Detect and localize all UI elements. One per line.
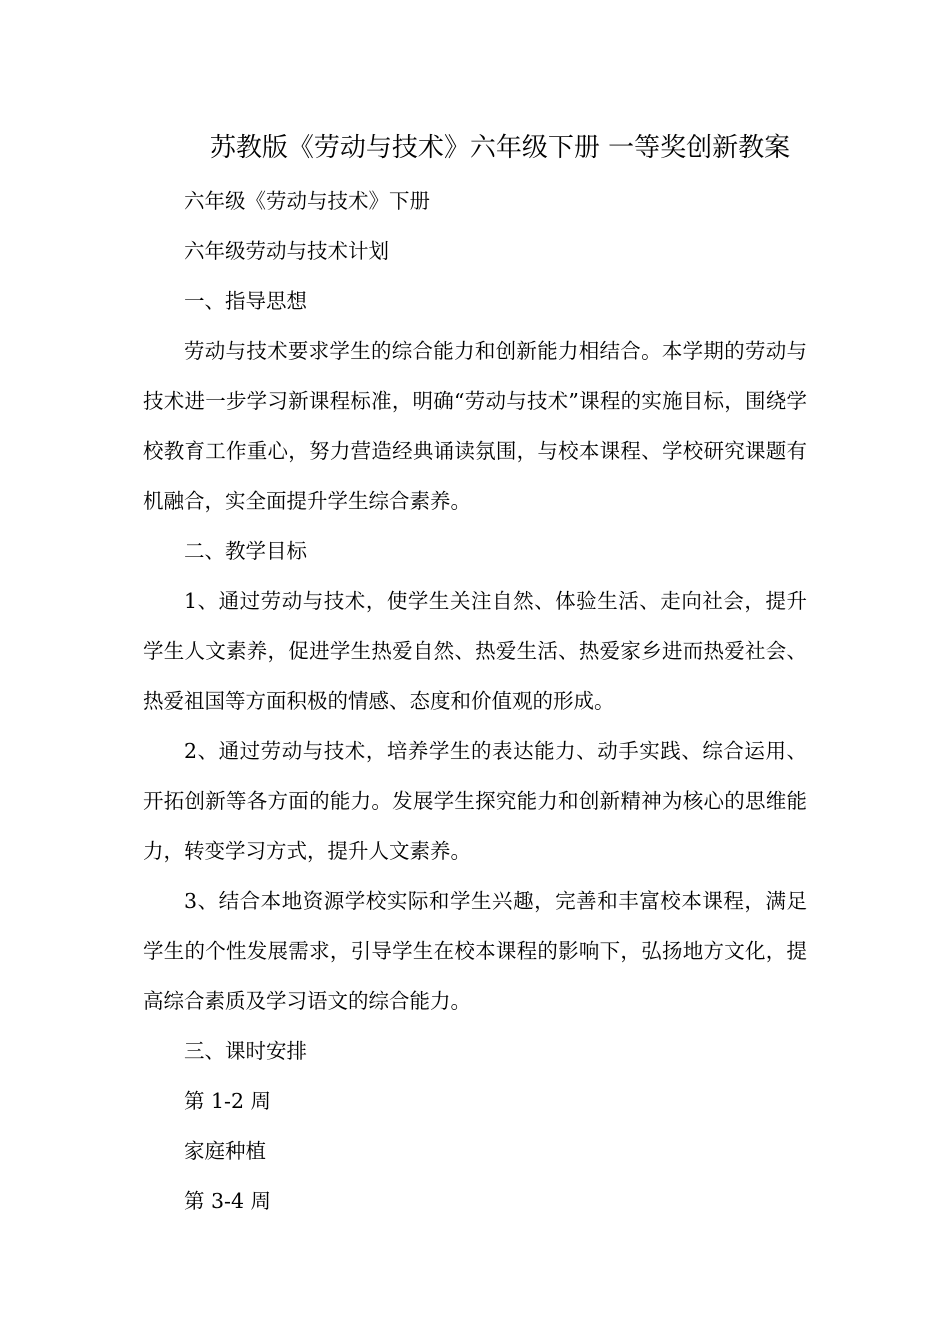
document-subtitle: 六年级《劳动与技术》下册 bbox=[184, 189, 430, 213]
teaching-goal-item: 3、结合本地资源学校实际和学生兴趣，完善和丰富校本课程，满足学生的个性发展需求，引导学生在校本课程的影响下，弘扬地方文化，提高综合素质及学习语文的综合能力。 bbox=[143, 889, 807, 1013]
document-title: 苏教版《劳动与技术》六年级下册 一等奖创新教案 bbox=[209, 133, 791, 163]
section-heading-teaching-goals: 二、教学目标 bbox=[184, 539, 307, 563]
teaching-goal-item: 2、通过劳动与技术，培养学生的表达能力、动手实践、综合运用、开拓创新等各方面的能力。发展学生探究能力和创新精神为核心的思维能力，转变学习方式，提升人文素养。 bbox=[143, 739, 807, 863]
plan-title: 六年级劳动与技术计划 bbox=[184, 239, 389, 263]
teaching-goal-item: 1、通过劳动与技术，使学生关注自然、体验生活、走向社会，提升学生人文素养，促进学生热爱自然、热爱生活、热爱家乡进而热爱社会、热爱祖国等方面积极的情感、态度和价值观的形成。 bbox=[143, 589, 807, 713]
schedule-item: 家庭种植 bbox=[184, 1139, 266, 1163]
section-heading-schedule: 三、课时安排 bbox=[184, 1039, 307, 1063]
schedule-item: 第 3-4 周 bbox=[184, 1189, 272, 1213]
section-heading-guiding-thought: 一、指导思想 bbox=[184, 289, 307, 313]
schedule-item: 第 1-2 周 bbox=[184, 1089, 272, 1113]
paragraph-guiding-thought: 劳动与技术要求学生的综合能力和创新能力相结合。本学期的劳动与技术进一步学习新课程标准，明确“劳动与技术”课程的实施目标，围绕学校教育工作重心，努力营造经典诵读氛围，与校本课程、学校研究课题有机融合，实全面提升学生综合素养。 bbox=[143, 339, 807, 513]
